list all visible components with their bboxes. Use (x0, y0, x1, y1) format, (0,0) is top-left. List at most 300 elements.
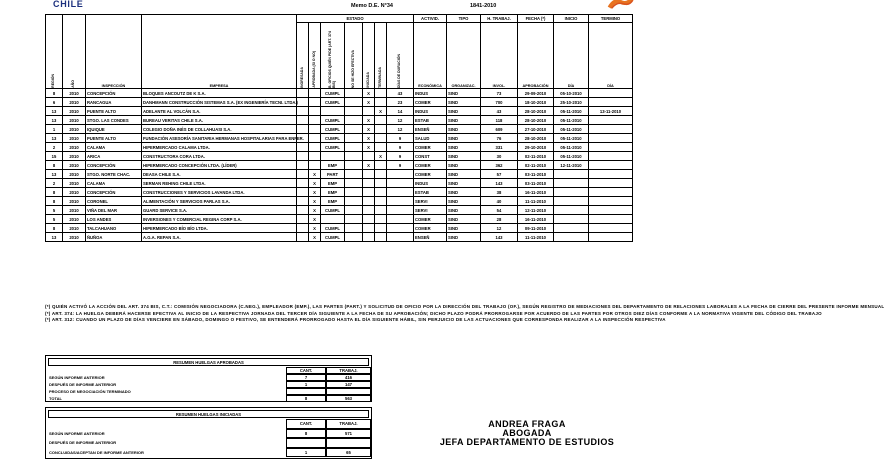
cell-emp: COLEGIO DOÑA INÉS DE COLLAHUASI S.A. (142, 125, 297, 134)
cell-act: COMER (414, 143, 447, 152)
summary-cant-value: 1 (286, 448, 326, 458)
cell-org: SIND (447, 98, 481, 107)
cell-org: SIND (447, 179, 481, 188)
cell-emp: GUARD SERVICE S.A. (142, 206, 297, 215)
cell-e4 (345, 170, 363, 179)
cell-e7 (387, 233, 414, 242)
cell-inv: 118 (481, 116, 518, 125)
cell-fter (589, 215, 633, 224)
cell-emp: CONSTRUCCIONES Y SERVICIOS LAVANDA LTDA. (142, 188, 297, 197)
header-organizac: ORGANIZAC. (447, 23, 481, 89)
cell-fap: 12-11-2010 (518, 206, 554, 215)
cell-e5 (363, 206, 375, 215)
cell-act: ESTAB (414, 116, 447, 125)
cell-r: 13 (46, 107, 63, 116)
cell-e4 (345, 98, 363, 107)
summary-trabaj-value: 65 (326, 448, 371, 458)
cell-e6 (375, 179, 387, 188)
cell-e5: X (363, 89, 375, 98)
cell-e4 (345, 215, 363, 224)
cell-a: 2010 (63, 206, 86, 215)
cell-insp: CONCEPCIÓN (86, 188, 142, 197)
cell-e6: X (375, 152, 387, 161)
table-row (46, 152, 633, 161)
cell-inv: 143 (481, 179, 518, 188)
cell-e5 (363, 179, 375, 188)
cell-e7: 9 (387, 152, 414, 161)
cell-emp: CONSTRUCTORA CORA LTDA. (142, 152, 297, 161)
cell-fap: 02-11-2010 (518, 152, 554, 161)
cell-emp: SERMAN REHING CHILE LTDA. (142, 179, 297, 188)
cell-emp: FUNDACIÓN ASESORÍA SANITARIA HERMANAS HOSPITALARIAS PARA ENFER. (143, 135, 304, 141)
table-row (46, 116, 633, 125)
summary-row-label: SEGÚN INFORME ANTERIOR (49, 430, 105, 436)
summary-cant-value: 1 (286, 381, 326, 388)
cell-r: 8 (46, 224, 63, 233)
table-row (46, 197, 633, 206)
cell-org: SIND (447, 152, 481, 161)
cell-a: 2010 (63, 179, 86, 188)
header-estado-dias: DÍAS DE DURACIÓN (387, 23, 414, 89)
summary-cant-value (286, 438, 326, 448)
cell-a: 2010 (63, 233, 86, 242)
cell-e4 (345, 89, 363, 98)
footnote-line: (*) QUIÉN ACTIVÓ LA ACCIÓN DEL ART. 374 BIS, C.T.: COMISIÓN NEGOCIADORA (C.NEG.), EMPLEADOR (EMP.), LAS PARTES (PART.) Y SOLICITUD DE OFICIO POR LA DIRECCIÓN DEL TRABAJO (OF.), SEGÚN REGISTRO DE MEDIACIONES DEL DEPARTAMENTO DE RELACIONES LABORALES A LA FECHA DE CIERRE DEL PRESENTE INFORME MENSUAL (45, 304, 884, 309)
cell-e1 (297, 116, 309, 125)
header-estado-terminada: TERMINADA (375, 23, 387, 89)
cell-org: SIND (447, 116, 481, 125)
cell-e7 (387, 197, 414, 206)
summary-trabaj-value (326, 388, 371, 395)
cell-e5 (363, 197, 375, 206)
cell-e4 (345, 107, 363, 116)
header-fecha: FECHA (*) (518, 15, 554, 23)
cell-fter: 13-11-2010 (589, 107, 633, 116)
cell-fap: 28-10-2010 (518, 107, 554, 116)
cell-fter (589, 116, 633, 125)
cell-org: SIND (447, 107, 481, 116)
cell-org: SIND (447, 197, 481, 206)
cell-fap: 27-10-2010 (518, 125, 554, 134)
cell-e2 (309, 152, 321, 161)
cell-e2 (309, 161, 321, 170)
summary-trabaj-value: 416 (326, 374, 371, 381)
table-row (46, 125, 633, 134)
cell-insp: CALAMA (86, 143, 142, 152)
cell-emp: A.G.A. REPAN S.A. (142, 233, 297, 242)
cell-fap: 29-10-2010 (518, 143, 554, 152)
cell-a: 2010 (63, 188, 86, 197)
cell-fin (554, 206, 589, 215)
resumen-aprobadas-grid (48, 367, 369, 402)
cell-act: INDUS (414, 107, 447, 116)
header-tipo: TIPO (447, 15, 481, 23)
cell-a: 2010 (63, 224, 86, 233)
cell-inv: 54 (481, 206, 518, 215)
cell-e2 (309, 134, 321, 143)
cell-e2: X (309, 170, 321, 179)
cell-insp: PUENTE ALTO (86, 134, 142, 143)
cell-org: SIND (447, 134, 481, 143)
summary-row-label: SEGÚN INFORME ANTERIOR (49, 375, 105, 380)
table-row (46, 161, 633, 170)
header-dia-termino: DÍA (589, 23, 633, 89)
stamp-icon (606, 0, 636, 12)
cell-org: SIND (447, 188, 481, 197)
cell-e5: X (363, 116, 375, 125)
cell-e6 (375, 98, 387, 107)
memo-label: Memo D.E. N°34 (351, 3, 393, 9)
cell-e3: CUMPL (321, 233, 345, 242)
cell-e3 (321, 107, 345, 116)
cell-fin (554, 170, 589, 179)
cell-a: 2010 (63, 143, 86, 152)
cell-e2: X (309, 188, 321, 197)
cell-e3: PART (321, 170, 345, 179)
cell-a: 2010 (63, 197, 86, 206)
cell-inv: 609 (481, 125, 518, 134)
cell-e7 (387, 206, 414, 215)
gobierno-logo (53, 0, 84, 9)
cell-fter (589, 143, 633, 152)
header-estado-group: ESTADO (297, 15, 414, 23)
cell-e6 (375, 116, 387, 125)
cell-insp: CONCEPCIÓN (86, 161, 142, 170)
cell-e5: X (363, 134, 375, 143)
cell-r: 13 (46, 134, 63, 143)
cell-fap: 28-10-2010 (518, 134, 554, 143)
doc-number: 1841-2010 (470, 3, 497, 9)
cell-e4 (345, 116, 363, 125)
cell-e4 (345, 143, 363, 152)
cell-emp: INVERSIONES Y COMERCIAL REGINA CORP S.A. (142, 215, 297, 224)
cell-fap: 28-10-2010 (518, 116, 554, 125)
table-row (46, 206, 633, 215)
cell-fap: 11-11-2010 (518, 233, 554, 242)
cell-insp: CALAMA (86, 179, 142, 188)
cell-e2: X (309, 206, 321, 215)
cell-e7: 43 (387, 89, 414, 98)
cell-org: SIND (447, 215, 481, 224)
summary-trabaj-value: 571 (326, 429, 371, 439)
cell-e7: 9 (387, 134, 414, 143)
cell-fap: 03-11-2010 (518, 170, 554, 179)
cell-inv: 12 (481, 224, 518, 233)
cell-e1 (297, 125, 309, 134)
cell-insp: CONCEPCIÓN (86, 89, 142, 98)
summary-trabaj-value: 563 (326, 395, 371, 402)
cell-e1 (297, 197, 309, 206)
cell-fter (589, 152, 633, 161)
cell-fap: 29-09-2010 (518, 89, 554, 98)
cell-e1 (297, 215, 309, 224)
cell-e7 (387, 215, 414, 224)
cell-inv: 143 (481, 233, 518, 242)
summary-row-label: PROCESO DE NEGOCIACIÓN TERMINADO (49, 389, 131, 394)
cell-e7: 12 (387, 116, 414, 125)
cell-org: SIND (447, 143, 481, 152)
cell-fap: 03-11-2010 (518, 179, 554, 188)
cell-e5 (363, 233, 375, 242)
cell-e3: CUMPL (321, 206, 345, 215)
huelgas-rows (46, 89, 633, 242)
summary-col-trabaj: TRABAJ. (326, 419, 371, 429)
header-estado-aprobada: APROBADA (SI O NO) (309, 23, 321, 89)
cell-e3 (321, 152, 345, 161)
cell-e1 (297, 98, 309, 107)
cell-fter (589, 197, 633, 206)
cell-e7: 23 (387, 98, 414, 107)
cell-inv: 28 (481, 215, 518, 224)
table-row (46, 224, 633, 233)
cell-e3: CUMPL (321, 224, 345, 233)
cell-insp: STGO. NORTE CHAC. (86, 170, 142, 179)
cell-e3: EMP (321, 188, 345, 197)
cell-e4 (345, 233, 363, 242)
cell-emp: HIPERMERCADO BÍO BÍO LTDA. (142, 224, 297, 233)
cell-e1 (297, 107, 309, 116)
summary-row-label: CONCLUIDAS/ACEPTAN DE INFORME ANTERIOR (49, 449, 144, 455)
cell-e1 (297, 224, 309, 233)
cell-fin (554, 224, 589, 233)
cell-inv: 38 (481, 188, 518, 197)
cell-e1 (297, 206, 309, 215)
cell-e2 (309, 107, 321, 116)
cell-r: 13 (46, 233, 63, 242)
cell-e2 (309, 89, 321, 98)
cell-fap: 09-11-2010 (518, 224, 554, 233)
cell-a: 2010 (63, 116, 86, 125)
cell-e2 (309, 98, 321, 107)
cell-e5 (363, 170, 375, 179)
cell-org: SIND (447, 89, 481, 98)
summary-corner (48, 367, 286, 374)
cell-e2: X (309, 233, 321, 242)
cell-fter (589, 89, 633, 98)
cell-emp: BUREAU VERITAS CHILE S.A. (142, 116, 297, 125)
cell-e2 (309, 116, 321, 125)
header-activid: ACTIVID. (414, 15, 447, 23)
table-row (46, 170, 633, 179)
cell-e4 (345, 134, 363, 143)
cell-a: 2010 (63, 134, 86, 143)
cell-act: COMER (414, 161, 447, 170)
cell-e5 (363, 215, 375, 224)
cell-fap: 16-11-2010 (518, 188, 554, 197)
header-htrabaj: H. TRABAJ. (481, 15, 518, 23)
cell-e3: CUMPL (321, 134, 345, 143)
summary-cant-value: 8 (286, 395, 326, 402)
cell-fin: 25-10-2010 (554, 98, 589, 107)
cell-fin (554, 215, 589, 224)
cell-e4 (345, 152, 363, 161)
cell-fter (589, 188, 633, 197)
table-row (46, 143, 633, 152)
header-estado-iniciada: INICIADA (363, 23, 375, 89)
cell-emp: BLOQUES ANCOUTZ DE K S.A. (142, 89, 297, 98)
header-dia-inicio: DÍA (554, 23, 589, 89)
cell-act: COMER (414, 98, 447, 107)
cell-e7 (387, 179, 414, 188)
cell-e6 (375, 170, 387, 179)
summary-col-trabaj: TRABAJ. (326, 367, 371, 374)
cell-e1 (297, 170, 309, 179)
cell-fter (589, 98, 633, 107)
huelgas-table (45, 14, 633, 242)
cell-a: 2010 (63, 152, 86, 161)
cell-inv: 362 (481, 161, 518, 170)
cell-a: 2010 (63, 98, 86, 107)
header-region: REGIÓN (46, 15, 63, 89)
cell-e6 (375, 161, 387, 170)
cell-e6 (375, 224, 387, 233)
cell-inv: 700 (481, 98, 518, 107)
cell-insp: ARICA (86, 152, 142, 161)
header-estado-noefectiva: NO SE HIZO EFECTIVA (345, 23, 363, 89)
footnote-line: (*) ART. 312: CUANDO UN PLAZO DE DÍAS VENCIERE EN SÁBADO, DOMINGO O FESTIVO, SE ENTENDERÁ PRORROGADO HASTA EL DÍA SIGUIENTE HÁBIL, SIN PERJUICIO DE LAS ACTUACIONES QUE CORRESPONDA REALIZAR A LA INSPECCIÓN RESPECTIVA (45, 317, 666, 322)
signature-department: JEFA DEPARTAMENTO DE ESTUDIOS (439, 436, 615, 447)
summary-row-label: TOTAL (49, 396, 62, 401)
cell-fter (589, 233, 633, 242)
cell-a: 2010 (63, 89, 86, 98)
cell-act: COMER (414, 215, 447, 224)
header-estado-ingresada: INGRESADA (297, 23, 309, 89)
cell-e5 (363, 152, 375, 161)
resumen-iniciadas-table (45, 407, 372, 459)
cell-act: ESTAB (414, 188, 447, 197)
cell-fin: 05-10-2010 (554, 89, 589, 98)
cell-e1 (297, 89, 309, 98)
summary-trabaj-value (326, 438, 371, 448)
cell-a: 2010 (63, 161, 86, 170)
cell-inv: 73 (481, 89, 518, 98)
cell-insp: VIÑA DEL MAR (86, 206, 142, 215)
summary-trabaj-value: 147 (326, 381, 371, 388)
cell-fap: 16-11-2010 (518, 215, 554, 224)
cell-act: INDUS (414, 89, 447, 98)
cell-e3: CUMPL (321, 116, 345, 125)
header-ano: AÑO (63, 15, 86, 89)
cell-e1 (297, 161, 309, 170)
cell-r: 15 (46, 152, 63, 161)
cell-org: SIND (447, 206, 481, 215)
cell-fin: 05-11-2010 (554, 134, 589, 143)
cell-fter (589, 179, 633, 188)
cell-e6 (375, 125, 387, 134)
cell-fter (589, 206, 633, 215)
cell-fin (554, 197, 589, 206)
header-inspeccion: INSPECCIÓN (86, 15, 142, 89)
table-row (46, 215, 633, 224)
cell-emp: HIPERMERCADO CALAMA LTDA. (142, 143, 297, 152)
cell-fter (589, 224, 633, 233)
cell-e4 (345, 197, 363, 206)
cell-e5: X (363, 161, 375, 170)
cell-fin (554, 233, 589, 242)
header-aprobacion: APROBACIÓN (518, 23, 554, 89)
table-row (46, 233, 633, 242)
cell-e6 (375, 197, 387, 206)
cell-r: 1 (46, 125, 63, 134)
cell-r: 8 (46, 89, 63, 98)
cell-insp: RANCAGUA (86, 98, 142, 107)
cell-e2: X (309, 215, 321, 224)
cell-fin: 05-11-2010 (554, 125, 589, 134)
logo-chile-label: CHILE (53, 0, 84, 9)
cell-e5 (363, 224, 375, 233)
cell-fap: 11-11-2010 (518, 197, 554, 206)
cell-e6 (375, 233, 387, 242)
cell-e6 (375, 188, 387, 197)
cell-insp: IQUIQUE (86, 125, 142, 134)
cell-e7 (387, 170, 414, 179)
cell-e6 (375, 215, 387, 224)
cell-fter (589, 125, 633, 134)
cell-org: SIND (447, 125, 481, 134)
resumen-iniciadas-title: RESUMEN HUELGAS INICIADAS (48, 410, 369, 418)
cell-a: 2010 (63, 215, 86, 224)
cell-r: 8 (46, 161, 63, 170)
cell-fin: 05-11-2010 (554, 143, 589, 152)
cell-insp: PUENTE ALTO (86, 107, 142, 116)
cell-a: 2010 (63, 107, 86, 116)
cell-act: SERVI (414, 206, 447, 215)
cell-e5: X (363, 125, 375, 134)
resumen-iniciadas-grid (48, 419, 369, 457)
cell-e5 (363, 107, 375, 116)
cell-act: COMER (414, 224, 447, 233)
cell-r: 5 (46, 206, 63, 215)
header-estado-boficios: B. OFICIOS QUIÉN PIDE (ART. 374 BIS) (321, 23, 345, 89)
signature-block (427, 420, 627, 446)
cell-e5 (363, 188, 375, 197)
cell-fin: 05-11-2010 (554, 107, 589, 116)
cell-fin: 05-11-2010 (554, 152, 589, 161)
cell-fter (589, 134, 633, 143)
cell-org: SIND (447, 170, 481, 179)
cell-fin (554, 179, 589, 188)
table-row (46, 98, 633, 107)
cell-a: 2010 (63, 125, 86, 134)
cell-e4 (345, 206, 363, 215)
cell-fin: 05-11-2010 (554, 116, 589, 125)
cell-e2 (309, 125, 321, 134)
cell-e5: X (363, 143, 375, 152)
cell-e3 (321, 215, 345, 224)
cell-emp: ADELANTE AL VOLCÁN S.A. (142, 107, 297, 116)
cell-emp: DANHMANN CONSTRUCCIÓN SISTEMAS S.A. (EX INGENIERÍA TECNI. LTDA.) (143, 99, 298, 105)
cell-r: 5 (46, 215, 63, 224)
cell-e2: X (309, 224, 321, 233)
cell-act: CONST (414, 152, 447, 161)
summary-col-cant: CANT. (286, 367, 326, 374)
cell-inv: 57 (481, 170, 518, 179)
cell-insp: TALCAHUANO (86, 224, 142, 233)
cell-e1 (297, 179, 309, 188)
summary-cant-value: 7 (286, 374, 326, 381)
cell-emp: HIPERMERCADO CONCEPCIÓN LTDA. (LÍDER) (142, 161, 297, 170)
summary-col-cant: CANT. (286, 419, 326, 429)
table-row (46, 89, 633, 98)
cell-r: 2 (46, 143, 63, 152)
cell-e7: 9 (387, 143, 414, 152)
summary-row-label: DESPUÉS DE INFORME ANTERIOR (49, 382, 117, 387)
header-invol: INVOL. (481, 23, 518, 89)
cell-emp: ALIMENTACIÓN Y SERVICIOS PARLAS S.A. (142, 197, 297, 206)
cell-e6 (375, 143, 387, 152)
cell-inv: 40 (481, 197, 518, 206)
cell-e2: X (309, 197, 321, 206)
